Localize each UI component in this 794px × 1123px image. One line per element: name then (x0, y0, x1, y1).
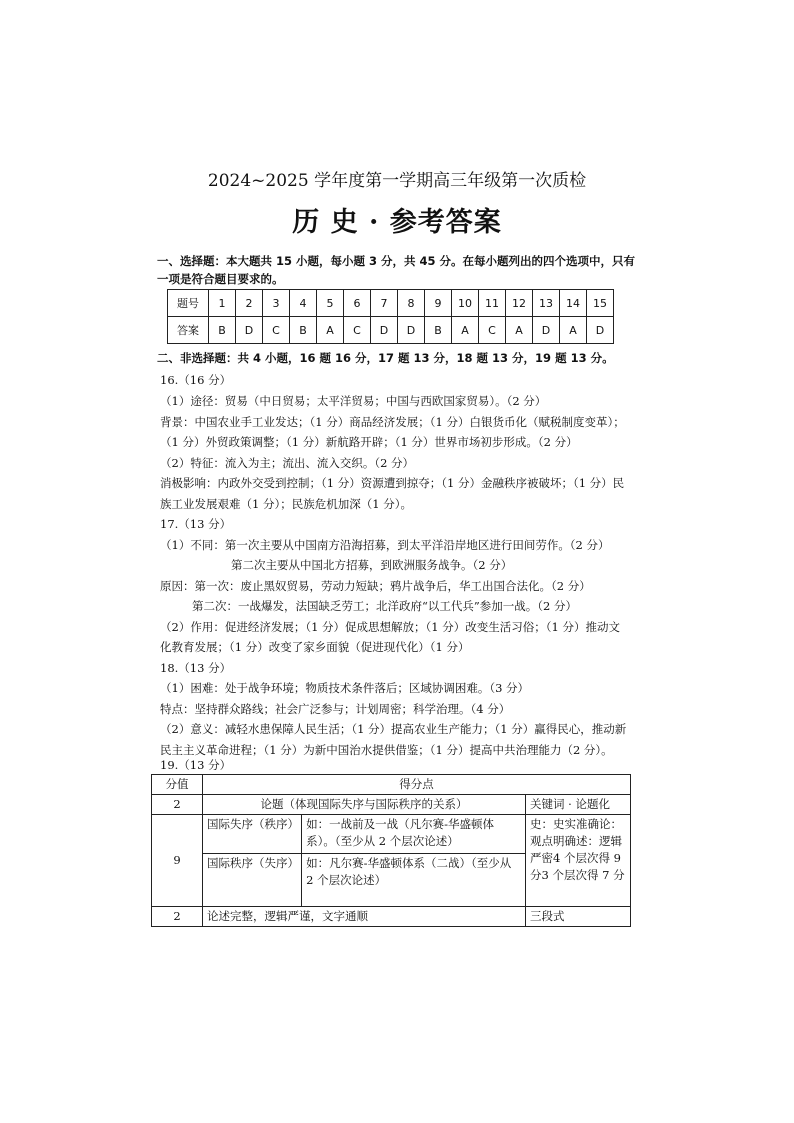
q17-line: 原因：第一次：废止黑奴贸易，劳动力短缺；鸦片战争后，华工出国合法化。（2 分） (160, 579, 591, 593)
thesis-cell: 论题（体现国际失序与国际秩序的关系） (203, 795, 526, 815)
criteria-cell (526, 815, 631, 907)
question-number: 6 (344, 290, 371, 317)
question-number: 12 (506, 290, 533, 317)
table-row (152, 907, 631, 927)
answer-cell: C (263, 317, 290, 344)
score-cell: 2 (152, 907, 203, 927)
q19-heading: 19.（13 分） (160, 758, 232, 772)
question-number: 14 (560, 290, 587, 317)
q16-heading: 16.（16 分） (160, 373, 232, 387)
q16-line: （1）途径：贸易（中日贸易；太平洋贸易；中国与西欧国家贸易）。（2 分） (160, 394, 547, 408)
section1-heading-line1: 一、选择题：本大题共 15 小题，每小题 3 分，共 45 分。在每小题列出的四个选项中，只有 (157, 254, 636, 268)
q19-rubric-table (151, 774, 631, 927)
section2-heading: 二、非选择题：共 4 小题，16 题 16 分，17 题 13 分，18 题 13 分，19 题 13 分。 (157, 351, 614, 365)
table-row (152, 795, 631, 815)
answer-cell: D (533, 317, 560, 344)
question-number: 5 (317, 290, 344, 317)
question-number: 1 (209, 290, 236, 317)
question-number: 7 (371, 290, 398, 317)
answer-cell: A (560, 317, 587, 344)
question-number: 2 (236, 290, 263, 317)
q17-line: （2）作用：促进经济发展；（1 分）促成思想解放；（1 分）改变生活习俗；（1 分）推动文 (160, 620, 620, 634)
header-score: 分值 (152, 775, 203, 795)
answer-table-number-row (168, 290, 614, 317)
answer-cell: A (452, 317, 479, 344)
question-number: 3 (263, 290, 290, 317)
score-cell: 9 (152, 815, 203, 907)
question-number: 10 (452, 290, 479, 317)
answer-cell: B (290, 317, 317, 344)
exam-title: 2024~2025 学年度第一学期高三年级第一次质检 (207, 171, 587, 191)
q16-line: （2）特征：流入为主；流出、流入交织。（2 分） (160, 456, 415, 470)
q18-line: （1）困难：处于战争环境；物质技术条件落后；区域协调困难。（3 分） (160, 681, 530, 695)
question-number: 8 (398, 290, 425, 317)
disorder-text: 如：一战前及一战（凡尔赛-华盛顿体系）。（至少从 2 个层次论述） (302, 815, 526, 854)
question-number: 13 (533, 290, 560, 317)
criteria-text: 史：史实准确论：观点明确述：逻辑严密4 个层次得 9 分3 个层次得 7 分 (530, 817, 625, 882)
q17-line: （1）不同：第一次主要从中国南方沿海招募，到太平洋沿岸地区进行田间劳作。（2 分） (160, 538, 610, 552)
answer-cell: B (209, 317, 236, 344)
answer-cell: B (425, 317, 452, 344)
q16-line: 族工业发展艰难（1 分）；民族危机加深（1 分）。 (160, 497, 412, 511)
order-label: 国际秩序（失序） (203, 854, 302, 907)
answer-cell: D (371, 317, 398, 344)
q18-heading: 18.（13 分） (160, 661, 232, 675)
q18-line: 特点：坚持群众路线；社会广泛参与；计划周密；科学治理。（4 分） (160, 702, 511, 716)
order-text: 如：凡尔赛-华盛顿体系（二战）（至少从 2 个层次论述） (302, 854, 526, 907)
answer-key-title: 历 史 · 参考答案 (292, 207, 502, 238)
q16-line: 消极影响：内政外交受到控制；（1 分）资源遭到掠夺；（1 分）金融秩序被破坏；（1 分）民 (160, 476, 625, 490)
question-number: 9 (425, 290, 452, 317)
answer-table (167, 289, 614, 344)
expression-cell: 论述完整，逻辑严谨，文字通顺 (203, 907, 526, 927)
q16-line: （1 分）外贸政策调整；（1 分）新航路开辟；（1 分）世界市场初步形成。（2 分） (160, 435, 578, 449)
q17-line: 化教育发展；（1 分）改变了家乡面貌（促进现代化）（1 分） (160, 640, 470, 654)
answer-cell: D (587, 317, 614, 344)
answer-cell: C (479, 317, 506, 344)
row-label-question: 题号 (168, 290, 209, 317)
answer-cell: D (398, 317, 425, 344)
q17-line: 第二次主要从中国北方招募，到欧洲服务战争。（2 分） (231, 558, 513, 572)
answer-cell: C (344, 317, 371, 344)
row-label-answer: 答案 (168, 317, 209, 344)
answer-cell: D (236, 317, 263, 344)
table-row (152, 815, 631, 854)
q18-line: （2）意义：减轻水患保障人民生活；（1 分）提高农业生产能力；（1 分）赢得民心，推动新 (160, 722, 627, 736)
q18-line: 民主主义革命进程；（1 分）为新中国治水提供借鉴；（1 分）提高中共治理能力（2 分）。 (160, 743, 613, 757)
q16-line: 背景：中国农业手工业发达；（1 分）商品经济发展；（1 分）白银货币化（赋税制度变革）； (160, 415, 625, 429)
keyword-cell: 关键词 · 论题化 (526, 795, 631, 815)
section1-heading-line2: 一项是符合题目要求的。 (157, 272, 284, 286)
q17-heading: 17.（13 分） (160, 517, 232, 531)
question-number: 15 (587, 290, 614, 317)
disorder-label: 国际失序（秩序） (203, 815, 302, 854)
answer-cell: A (506, 317, 533, 344)
question-number: 4 (290, 290, 317, 317)
question-number: 11 (479, 290, 506, 317)
answer-table-answer-row (168, 317, 614, 344)
score-cell: 2 (152, 795, 203, 815)
answer-cell: A (317, 317, 344, 344)
table-row (152, 775, 631, 795)
q17-line: 第二次：一战爆发，法国缺乏劳工；北洋政府“以工代兵”参加一战。（2 分） (192, 599, 577, 613)
structure-cell: 三段式 (526, 907, 631, 927)
header-points: 得分点 (203, 775, 631, 795)
